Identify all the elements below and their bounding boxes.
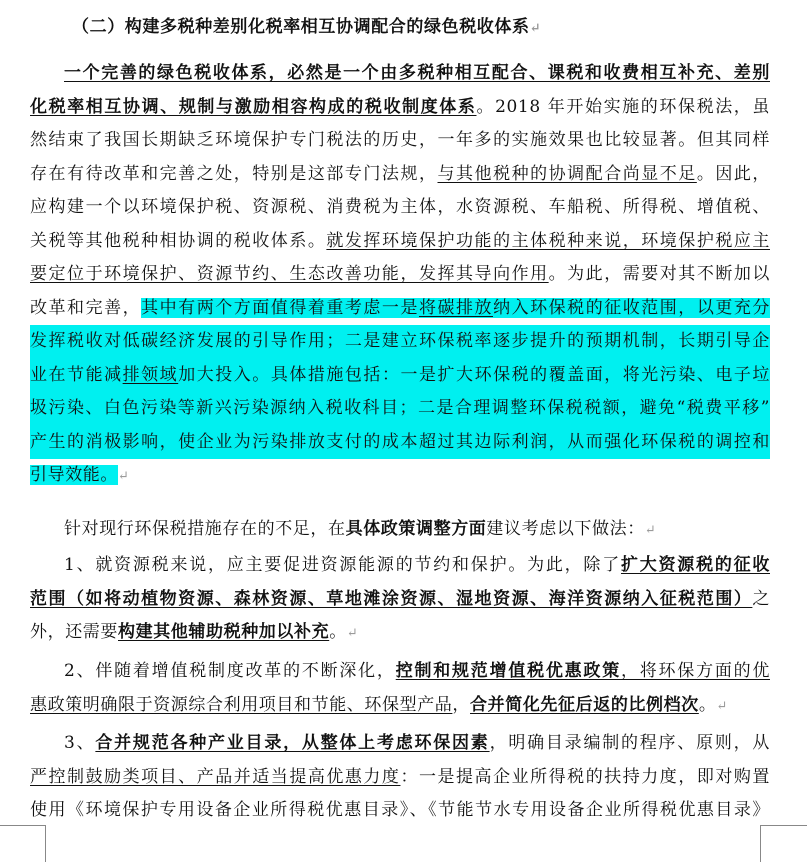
- text-line: 2、伴随着增值税制度改革的不断深化，控制和规范增值税优惠政策，将环保方面的优: [64, 661, 770, 681]
- text-line: 然结束了我国长期缺乏环境保护专门税法的历史，一年多的实施效果也比较显著。但其同样: [30, 130, 770, 150]
- paragraph-green-tax-system: [30, 57, 770, 493]
- list-item-resource-tax: [30, 549, 770, 650]
- text-line: 外，还需要构建其他辅助税种加以补充。↵: [30, 622, 359, 642]
- paragraph-mark-icon: ↵: [716, 698, 728, 714]
- text-line: 关税等其他税种相协调的税收体系。就发挥环境保护功能的主体税种来说，环境保护税应主: [30, 230, 770, 251]
- text-line: 要定位于环境保护、资源节约、生态改善功能，发挥其导向作用。为此，需要对其不断加以: [30, 264, 770, 284]
- highlighted-text-line: 圾污染、白色污染等新兴污染源纳入税收科目；二是合理调整环保税税额，避免“税费平移”: [30, 392, 770, 426]
- highlighted-text: 引导效能。: [30, 465, 118, 485]
- text-line: 严控制鼓励类项目、产品并适当提高优惠力度：一是提高企业所得税的扶持力度，即对购置: [30, 766, 771, 787]
- text-line: 惠政策明确限于资源综合利用项目和节能、环保型产品，合并简化先征后返的比例档次。↵: [30, 694, 728, 715]
- highlighted-text: 纳入环保税的征收范围，以更充分: [493, 297, 770, 318]
- paragraph-mark-icon: ↵: [346, 626, 359, 641]
- paragraph-policy-intro: [30, 513, 770, 547]
- page-margin-corner: [760, 825, 774, 862]
- highlighted-text: 其中有两个方面值得着重考虑一是: [141, 297, 419, 318]
- text-line: 应构建一个以环境保护税、资源税、消费税为主体，水资源税、车船税、所得税、增值税、: [30, 197, 770, 217]
- list-item-vat: [30, 655, 770, 722]
- page-margin-corner-line: [774, 825, 807, 826]
- text-line: 存在有待改革和完善之处，特别是这部专门法规，与其他税种的协调配合尚显不足。因此，: [30, 163, 770, 184]
- highlighted-text-line: 发挥税收对低碳经济发展的引导作用；二是建立环保税率逐步提升的预期机制，长期引导企: [30, 325, 770, 359]
- paragraph-mark-icon: ↵: [529, 21, 542, 36]
- text-line: [30, 459, 770, 493]
- text-line: 改革和完善，其中有两个方面值得着重考虑一是将碳排放纳入环保税的征收范围，以更充分: [30, 297, 770, 318]
- text-line: 使用《环境保护专用设备企业所得税优惠目录》、《节能节水专用设备企业所得税优惠目录》: [30, 800, 770, 820]
- page-margin-corner-line: [0, 825, 33, 826]
- paragraph-mark-icon: ↵: [644, 523, 657, 538]
- highlighted-text-line: 产生的消极影响，使企业为污染排放支付的成本超过其边际利润，从而强化环保税的调控和: [30, 426, 770, 460]
- list-item-industry-catalog: [30, 727, 770, 828]
- section-heading: （二）构建多税种差别化税率相互协调配合的绿色税收体系↵: [72, 17, 542, 37]
- text-line: 一个完善的绿色税收体系，必然是一个由多税种相互配合、课税和收费相互补充、差别: [64, 63, 770, 83]
- highlighted-text: 将碳排放: [418, 297, 494, 318]
- text-line: 针对现行环保税措施存在的不足，在具体政策调整方面建议考虑以下做法：↵: [64, 519, 657, 539]
- text-line: 范围（如将动植物资源、森林资源、草地滩涂资源、湿地资源、海洋资源纳入征税范围）之: [30, 588, 770, 609]
- text-line: 1、就资源税来说，应主要促进资源能源的节约和保护。为此，除了扩大资源税的征收: [64, 555, 770, 575]
- text-line: 3、合并规范各种产业目录，从整体上考虑环保因素，明确目录编制的程序、原则，从: [64, 733, 770, 753]
- page-margin-corner: [32, 825, 46, 862]
- text-line: 化税率相互协调、规制与激励相容构成的税收制度体系。2018 年开始实施的环保税法，虽: [30, 96, 770, 117]
- paragraph-mark-icon: ↵: [118, 469, 130, 484]
- highlighted-text-line: 业在节能减排领域加大投入。具体措施包括：一是扩大环保税的覆盖面，将光污染、电子垃: [30, 359, 770, 393]
